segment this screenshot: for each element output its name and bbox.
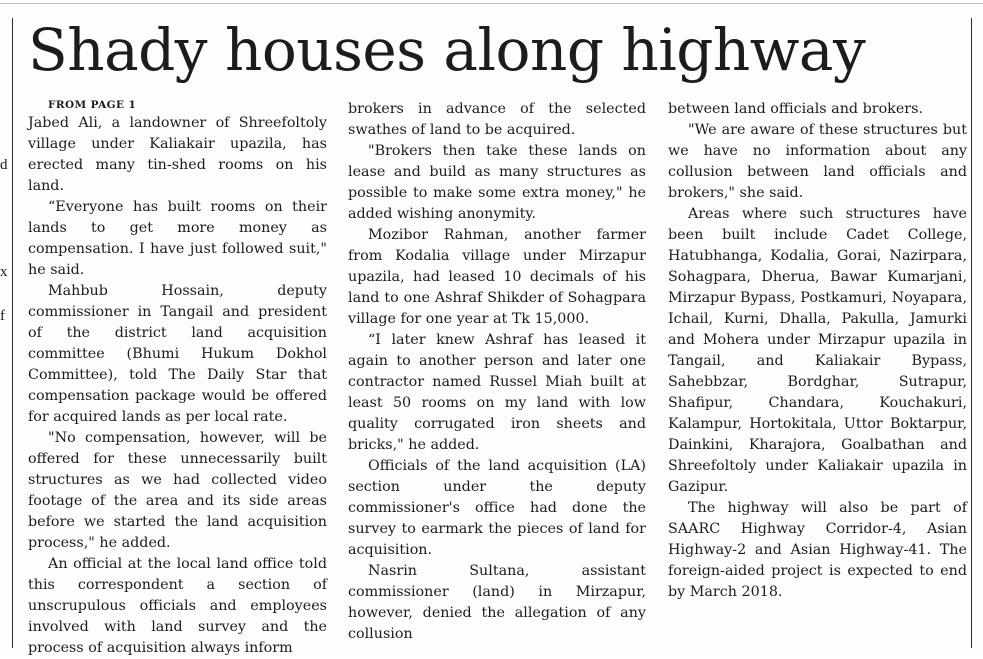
paragraph: brokers in advance of the selected swathes of land to be acquired. xyxy=(348,101,646,138)
right-column-rule xyxy=(971,18,972,648)
edge-fragment-x: x xyxy=(0,264,8,280)
paragraph: between land officials and brokers. xyxy=(668,101,924,117)
paragraph: "Brokers then take these lands on lease and build as many structures as possible to make some extra money," he added wishing anonymity. xyxy=(348,143,646,222)
paragraph: "We are aware of these structures but we have no information about any collusion between land officials and brokers," she said. xyxy=(668,122,967,201)
headline: Shady houses along highway xyxy=(28,16,866,84)
paragraph: Nasrin Sultana, assistant commissioner (land) in Mirzapur, however, denied the allegation of any collusion xyxy=(348,563,646,642)
paragraph: Mozibor Rahman, another farmer from Kodalia village under Mirzapur upazila, had leased 10 decimals of his land to one Ashraf Shikder of Sohagpara village for one year at Tk 15,000. xyxy=(348,227,646,327)
paragraph: Areas where such structures have been built include Cadet College, Hatubhanga, Kodalia, Gorai, Nazirpara, Sohagpara, Dherua, Bawar Kumarjani, Mirzapur Bypass, Postkamuri, Noyapara, Ichail, Kurni, Dhalla, Pakulla, Jamurki and Mohera under Mirzapur upazila in Tangail, and Kaliakair Bypass, Sahebbzar, Bordghar, Sutrapur, Shafipur, Chandara, Kouchakuri, Kalampur, Hortokitala, Uttor Boktarpur, Dainkini, Kharajora, Goalbathan and Shreefoltoly under Kaliakair upazila in Gazipur. xyxy=(668,206,967,495)
article-column-2 xyxy=(348,99,646,645)
paragraph: Jabed Ali, a landowner of Shreefoltoly village under Kaliakair upazila, has erected many tin-shed rooms on his land. xyxy=(28,115,327,194)
article-column-3 xyxy=(668,99,967,603)
kicker-from-page: FROM PAGE 1 xyxy=(48,99,137,111)
article-column-1 xyxy=(28,98,327,659)
paragraph: "No compensation, however, will be offered for these unnecessarily built structures as we had collected video footage of the area and its side areas before we started the land acquisition process," he added. xyxy=(28,430,327,551)
paragraph: “I later knew Ashraf has leased it again to another person and later one contractor named Russel Miah built at least 50 rooms on my land with low quality corrugated iron sheets and bricks," he added. xyxy=(348,332,646,453)
paragraph: Officials of the land acquisition (LA) section under the deputy commissioner's office had done the survey to earmark the pieces of land for acquisition. xyxy=(348,458,646,558)
top-divider xyxy=(0,3,983,4)
paragraph: An official at the local land office told this correspondent a section of unscrupulous officials and employees involved with land survey and the process of acquisition always inform xyxy=(28,556,327,656)
edge-fragment-f: f xyxy=(0,308,5,324)
paragraph: “Everyone has built rooms on their lands to get more money as compensation. I have just followed suit," he said. xyxy=(28,199,327,278)
paragraph: Mahbub Hossain, deputy commissioner in Tangail and president of the district land acquisition committee (Bhumi Hukum Dokhol Committee), told The Daily Star that compensation package would be offered for acquired lands as per local rate. xyxy=(28,283,327,425)
edge-fragment-d: d xyxy=(0,157,8,173)
left-column-rule xyxy=(12,18,13,648)
paragraph: The highway will also be part of SAARC Highway Corridor-4, Asian Highway-2 and Asian Highway-41. The foreign-aided project is expected to end by March 2018. xyxy=(668,500,967,600)
